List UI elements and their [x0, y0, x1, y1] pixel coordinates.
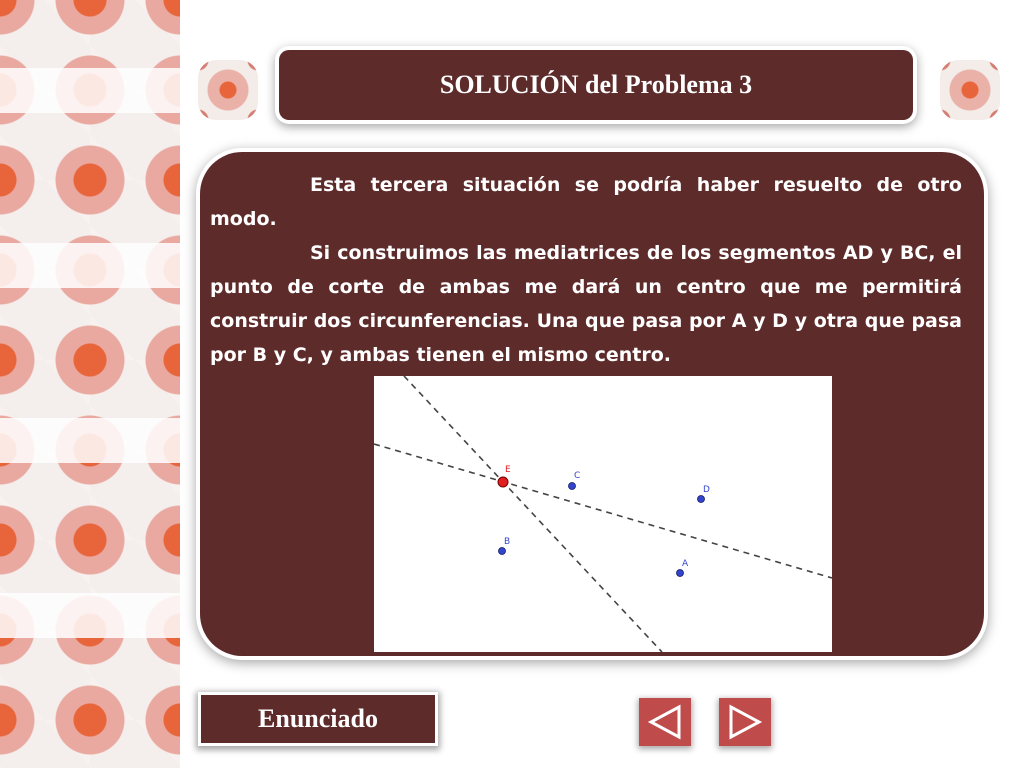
enunciado-button[interactable]	[198, 692, 438, 746]
previous-button[interactable]	[639, 698, 691, 746]
title-bar	[279, 50, 913, 120]
point-e-label: E	[505, 465, 511, 475]
triangle-right-icon	[725, 703, 765, 741]
paragraph-1: Esta tercera situación se podría haber resuelto de otro modo.	[210, 174, 962, 230]
point-a-label: A	[682, 559, 689, 569]
point-d	[698, 485, 711, 503]
paragraph-2: Si construimos las mediatrices de los segmentos AD y BC, el punto de corte de ambas me dará un centro que me permitirá construir dos circunferencias. Una que pasa por A y D y otra que pasa por B y C, y ambas tienen el mismo centro.	[210, 242, 962, 366]
geometry-figure	[374, 376, 832, 652]
ornament-tile-left	[198, 60, 258, 120]
point-d-label: D	[703, 485, 710, 495]
decorative-tile-strip	[0, 0, 180, 768]
point-b	[499, 537, 511, 555]
point-e	[498, 465, 511, 487]
solution-text	[210, 168, 962, 372]
enunciado-button-label: Enunciado	[258, 704, 378, 733]
point-c-label: C	[574, 471, 581, 481]
point-c	[569, 471, 581, 490]
point-a	[677, 559, 690, 577]
page-title: SOLUCIÓN del Problema 3	[439, 70, 753, 99]
bisector-line-1	[404, 376, 662, 652]
geometry-svg	[374, 376, 832, 652]
ornament-tile-right	[940, 60, 1000, 120]
point-b-label: B	[504, 537, 511, 547]
content-panel	[200, 152, 984, 656]
next-button[interactable]	[719, 698, 771, 746]
bisector-line-2	[374, 444, 832, 578]
triangle-left-icon	[645, 703, 685, 741]
